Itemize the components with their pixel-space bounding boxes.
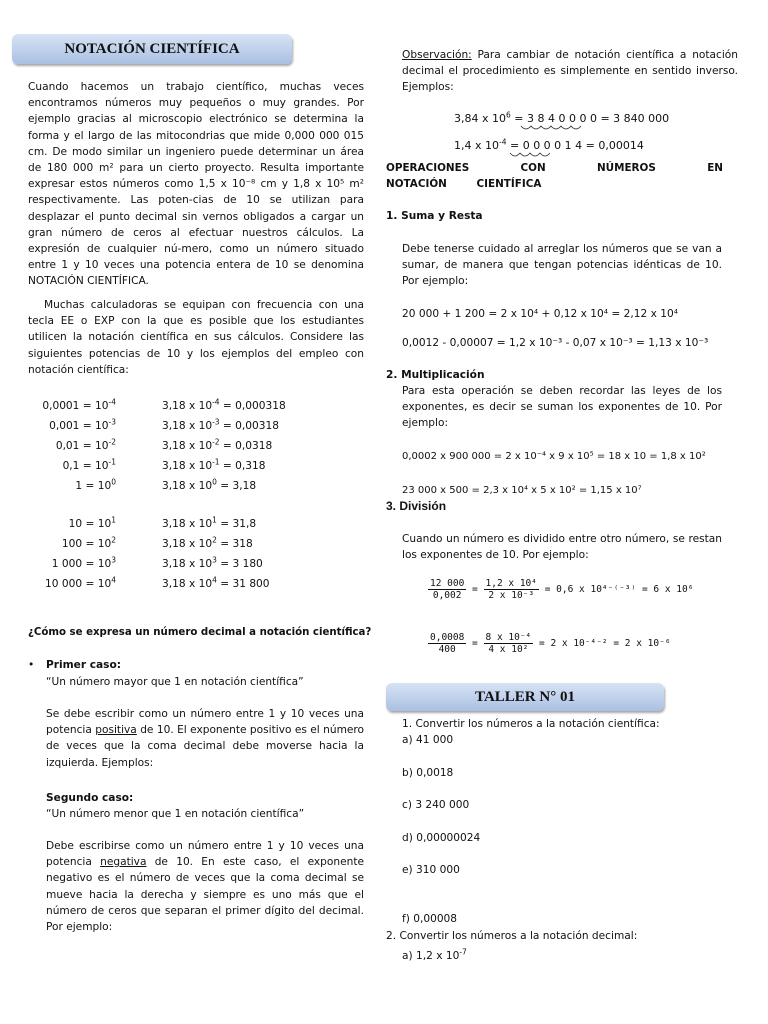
power-row: $0,001 = 10^{-3}$ <box>49 417 116 432</box>
op1-example-1: 20 000 + 1 200 = 2 x 10⁴ + 0,12 x 10⁴ = 2,12 x 10⁴ <box>402 308 678 320</box>
power-row: $0,01 = 10^{-2}$ <box>55 437 116 452</box>
taller-item-c: c) 3 240 000 <box>402 799 470 811</box>
power-example: 3,18 x $10^3 = 3$ 180 <box>162 555 263 570</box>
power-example: 3,18 x $10^{-3} = 0,00318$ <box>162 417 279 432</box>
power-example: 3,18 x $10^4 = 31$ 800 <box>162 575 270 590</box>
power-example: 3,18 x $10^{-2} = 0,0318$ <box>162 437 273 452</box>
power-example: 3,18 x $10^{-1} = 0,318$ <box>162 457 266 472</box>
op2-title: 2. Multiplicación <box>386 369 485 381</box>
question-heading: ¿Cómo se expresa un número decimal a notación científica? <box>28 627 372 638</box>
title-banner <box>12 34 292 64</box>
power-row: 10 $000 = 10^4$ <box>45 575 116 590</box>
case1-text: Se debe escribir como un número entre 1 y 10 veces una potencia positiva de 10. El exponente positivo es el número de veces que la coma decimal debe moverse hacia la izquierda. Ejemplos: <box>46 708 365 769</box>
op1-title: 1. Suma y Resta <box>386 210 483 222</box>
power-row: $0,1 = 10^{-1}$ <box>62 457 116 472</box>
observation-example-1: 3,84 x $10^6 = 3$ 8 4 0 0 0 0 = 3 840 000 <box>454 110 670 125</box>
op3-text: Cuando un número es dividido entre otro número, se restan los exponentes de 10. Por ejemplo: <box>402 533 722 562</box>
power-row: $100 = 10^2$ <box>61 535 116 550</box>
observation-paragraph: Observación: Para cambiar de notación científica a notación decimal el procedimiento es simplemente en sentido inverso. Ejemplos: <box>402 49 738 94</box>
op3-title: 3. División <box>386 499 447 513</box>
case2-quote: “Un número menor que 1 en notación científica” <box>46 808 305 820</box>
intro-paragraph-2: Muchas calculadoras se equipan con frecuencia con una tecla EE o EXP con la que es posible que los estudiantes utilicen la notación científica en sus cálculos. Considere las siguientes potencias de 10 y los ejemplos del empleo con notación científica: <box>28 299 364 376</box>
taller-item-e: e) 310 000 <box>402 864 460 876</box>
observation-example-2: 1,4 x $10^{-4} = 0$ 0 0 0 1 4 = 0,00014 <box>454 137 644 152</box>
case1-title: Primer caso: <box>46 659 122 671</box>
taller-item-a: a) 41 000 <box>402 734 454 746</box>
intro-paragraph-1: Cuando hacemos un trabajo científico, muchas veces encontramos números muy pequeños o muy grandes. Por ejemplo gracias al microscopio electrónico se determina la forma y el largo de las mitocondrias que mide 0,000 000 015 cm. De modo similar un ingeniero puede determinar un área de 180 000 m² para un cierto proyecto. Resulta importante expresar estos números como 1,5 x 10⁻⁸ cm y 1,8 x 10⁵ m² respectivamente. Las poten-cias de 10 se utilizan para desplazar el punto decimal sin vernos obligados a cargar un gran número de ceros al efectuar nuestros cálculos. La expresión de cualquier nú-mero, como un número situado entre 1 y 10 veces una potencia entera de 10 se denomina NOTACIÓN CIENTÍFICA. <box>28 81 364 288</box>
taller-title: TALLER N° 01 <box>475 689 575 705</box>
op1-text: Debe tenerse cuidado al arreglar los números que se van a sumar, de manera que tengan potencias idénticas de 10. Por ejemplo: <box>402 243 722 288</box>
op2-example-2: 23 000 x 500 = 2,3 x 10⁴ x 5 x 10² = 1,15 x 10⁷ <box>402 485 642 496</box>
taller-question-2: 2. Convertir los números a la notación decimal: <box>386 930 638 942</box>
operations-heading: OPERACIONES CON NÚMEROS EN NOTACIÓN CIENTÍFICA <box>386 162 723 191</box>
taller-item-f: f) 0,00008 <box>402 913 458 925</box>
power-example: 3,18 x $10^1 = 31,8$ <box>162 515 257 530</box>
power-row: $0,0001 = 10^{-4}$ <box>42 397 116 412</box>
op2-text: Para esta operación se deben recordar las leyes de los exponentes, es decir se suman los exponentes de 10. Por ejemplo: <box>402 385 722 430</box>
power-row: $10 = 10^1$ <box>68 515 116 530</box>
taller2-item-a: a) 1,2 x $10^{-7}$ <box>402 947 467 962</box>
power-example: 3,18 x $10^{-4} = 0,000318$ <box>162 397 286 412</box>
page-title: NOTACIÓN CIENTÍFICA <box>64 41 240 57</box>
taller-item-b: b) 0,0018 <box>402 767 454 779</box>
case1-quote: “Un número mayor que 1 en notación científica” <box>46 676 304 688</box>
bullet-icon: • <box>28 659 35 671</box>
taller-item-d: d) 0,00000024 <box>402 832 481 844</box>
power-example: 3,18 x $10^0 = 3,18$ <box>162 477 257 492</box>
decimal-jumps-1 <box>519 124 599 134</box>
division-example-2: $\frac{0,0008}{400}$ = $\frac{\text{8 x 10⁻⁴}}{\text{4 x 10²}}$ = 2 x 10⁻⁴⁻² = 2 x 10⁻⁶ <box>430 632 671 655</box>
taller-question-1: 1. Convertir los números a la notación científica: <box>402 718 660 730</box>
op2-example-1: 0,0002 x 900 000 = 2 x 10⁻⁴ x 9 x 10⁵ = 18 x 10 = 1,8 x 10² <box>402 451 706 462</box>
division-example-1: $\frac{12 000}{0,002}$ = $\frac{\text{1,2 x 10⁴}}{\text{2 x 10⁻³}}$ = 0,6 x 10⁴⁻⁽⁻³⁾ = 6 x 10⁶ <box>430 578 694 601</box>
case2-title: Segundo caso: <box>46 792 134 804</box>
op1-example-2: 0,0012 - 0,00007 = 1,2 x 10⁻³ - 0,07 x 10⁻³ = 1,13 x 10⁻³ <box>402 337 709 349</box>
power-example: 3,18 x $10^2 = 318$ <box>162 535 253 550</box>
power-row: $1 = 10^0$ <box>75 477 116 492</box>
case2-text: Debe escribirse como un número entre 1 y 10 veces una potencia negativa de 10. En este caso, el exponente negativo es el número de veces que la coma decimal se mueve hacia la derecha y siempre es uno más que el número de ceros que separan el primer dígito del decimal. Por ejemplo: <box>46 840 365 934</box>
taller-banner <box>386 683 664 711</box>
power-row: 1 $000 = 10^3$ <box>51 555 116 570</box>
